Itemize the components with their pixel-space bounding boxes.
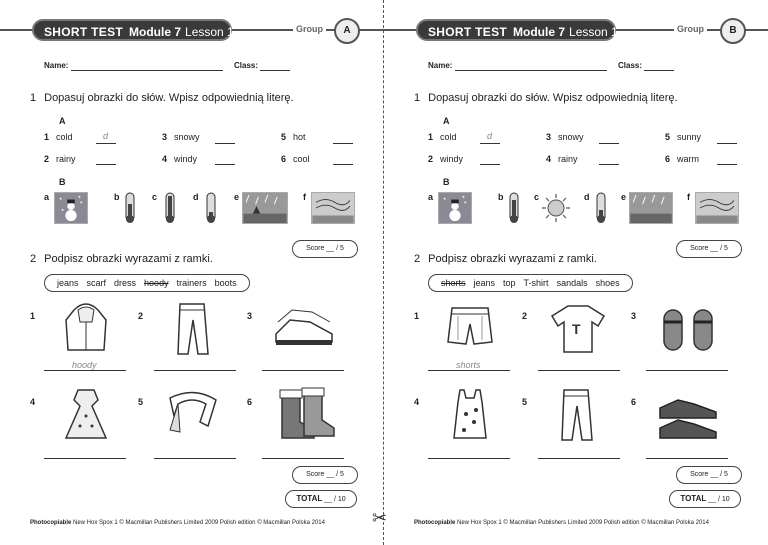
banner-lesson: Lesson 1 <box>185 25 234 39</box>
question-1-title <box>414 92 678 104</box>
example-answer: d <box>103 131 109 141</box>
word-number: 3 <box>546 132 552 142</box>
word-number: 6 <box>665 154 671 164</box>
box-word: trainers <box>176 278 207 288</box>
section-a-label: A <box>59 116 66 126</box>
word-item <box>546 132 584 142</box>
word-number: 6 <box>281 154 287 164</box>
answer-blank[interactable] <box>480 164 500 165</box>
answer-line[interactable] <box>428 370 510 371</box>
word-text: cold <box>56 132 73 142</box>
tshirt-icon <box>544 300 612 358</box>
box-word: T-shirt <box>523 278 549 288</box>
word-number: 4 <box>546 154 552 164</box>
section-b-label: B <box>443 177 450 187</box>
answer-blank[interactable] <box>599 143 619 144</box>
scissors-icon: ✂ <box>372 508 388 528</box>
answer-line[interactable] <box>262 458 344 459</box>
word-number: 1 <box>44 132 50 142</box>
footer-copyright <box>30 520 325 526</box>
dress-icon <box>52 386 120 444</box>
answer-line[interactable] <box>428 458 510 459</box>
thermometer-icon <box>593 192 609 224</box>
question-2-title <box>414 253 597 265</box>
answer-blank[interactable] <box>215 164 235 165</box>
group-label: Group <box>674 24 707 34</box>
word-number: 1 <box>428 132 434 142</box>
name-label: Name: <box>44 61 69 70</box>
word-item <box>665 154 699 164</box>
name-label: Name: <box>428 61 453 70</box>
group-label: Group <box>293 24 326 34</box>
word-box <box>428 274 633 292</box>
worksheet-group-b <box>384 0 768 545</box>
answer-blank[interactable] <box>717 143 737 144</box>
question-2-title <box>30 253 213 265</box>
picture-letter: f <box>687 192 690 202</box>
item-number: 5 <box>522 397 528 407</box>
total-value: __ / 10 <box>324 496 346 503</box>
word-item <box>428 132 457 142</box>
question-instruction: Dopasuj obrazki do słów. Wpisz odpowiednią literę. <box>44 92 294 104</box>
picture-letter: b <box>114 192 120 202</box>
item-number: 2 <box>522 311 528 321</box>
answer-blank[interactable] <box>480 143 500 144</box>
score-box: Score __ / 5 <box>676 240 742 258</box>
picture-letter: f <box>303 192 306 202</box>
scarf-icon <box>160 386 228 444</box>
group-badge: B <box>720 18 746 44</box>
word-item <box>281 132 306 142</box>
picture-letter: c <box>152 192 158 202</box>
box-word: boots <box>214 278 237 288</box>
section-a-label: A <box>443 116 450 126</box>
class-label: Class: <box>234 61 259 70</box>
answer-line[interactable] <box>44 458 126 459</box>
thermometer-icon <box>506 192 522 224</box>
box-word: scarf <box>86 278 107 288</box>
question-number: 2 <box>30 253 37 265</box>
example-answer: shorts <box>456 360 481 370</box>
word-text: rainy <box>558 154 578 164</box>
answer-line[interactable] <box>538 370 620 371</box>
word-item <box>162 154 197 164</box>
word-item <box>44 154 76 164</box>
question-instruction: Podpisz obrazki wyrazami z ramki. <box>44 253 213 265</box>
thermometer-icon <box>122 192 138 224</box>
box-word: dress <box>114 278 137 288</box>
class-field[interactable] <box>260 70 290 71</box>
total-box <box>285 490 357 508</box>
answer-line[interactable] <box>154 370 236 371</box>
top-icon <box>436 386 504 444</box>
answer-blank[interactable] <box>333 164 353 165</box>
footer-copyright <box>414 520 709 526</box>
item-number: 6 <box>631 397 637 407</box>
total-box <box>669 490 741 508</box>
banner-short-test: SHORT TEST <box>428 25 508 39</box>
item-number: 2 <box>138 311 144 321</box>
picture-letter: c <box>534 192 540 202</box>
word-text: cool <box>293 154 310 164</box>
shorts-icon <box>436 300 504 358</box>
test-banner <box>416 19 616 41</box>
name-field[interactable] <box>455 70 607 71</box>
word-item <box>546 154 578 164</box>
footer-text: New Hox Spox 1 © Macmillan Publishers Limited 2009 Polish edition © Macmillan Polska 2014 <box>73 520 325 526</box>
picture-letter: b <box>498 192 504 202</box>
total-label: TOTAL <box>680 494 707 503</box>
snowman-icon <box>438 192 472 224</box>
word-number: 3 <box>162 132 168 142</box>
answer-blank[interactable] <box>333 143 353 144</box>
word-text: snowy <box>174 132 200 142</box>
wind-icon <box>311 192 355 224</box>
picture-letter: e <box>621 192 627 202</box>
class-label: Class: <box>618 61 643 70</box>
thermometer-icon <box>162 192 178 224</box>
thermometer-icon <box>203 192 219 224</box>
test-banner <box>32 19 232 41</box>
score-box: Score __ / 5 <box>292 240 358 258</box>
item-number: 1 <box>414 311 420 321</box>
name-field[interactable] <box>71 70 223 71</box>
word-text: cold <box>440 132 457 142</box>
box-word: top <box>503 278 516 288</box>
answer-line[interactable] <box>262 370 344 371</box>
item-number: 3 <box>631 311 637 321</box>
box-word-used: shorts <box>441 278 466 288</box>
answer-blank[interactable] <box>96 143 116 144</box>
box-word: jeans <box>57 278 79 288</box>
word-box <box>44 274 250 292</box>
answer-line[interactable] <box>154 458 236 459</box>
answer-blank[interactable] <box>96 164 116 165</box>
word-text: windy <box>440 154 464 164</box>
sandals-icon <box>654 300 722 358</box>
question-instruction: Podpisz obrazki wyrazami z ramki. <box>428 253 597 265</box>
hoody-icon <box>52 300 120 358</box>
word-item <box>428 154 463 164</box>
question-number: 1 <box>414 92 421 104</box>
footer-photocopiable: Photocopiable <box>414 520 456 526</box>
group-badge: A <box>334 18 360 44</box>
word-number: 5 <box>665 132 671 142</box>
word-item <box>162 132 200 142</box>
wind-icon <box>695 192 739 224</box>
word-text: warm <box>677 154 699 164</box>
question-instruction: Dopasuj obrazki do słów. Wpisz odpowiednią literę. <box>428 92 678 104</box>
banner-short-test: SHORT TEST <box>44 25 124 39</box>
snowman-icon <box>54 192 88 224</box>
sun-icon <box>540 192 572 224</box>
class-field[interactable] <box>644 70 674 71</box>
answer-blank[interactable] <box>717 164 737 165</box>
shoes-icon <box>654 386 722 444</box>
item-number: 1 <box>30 311 36 321</box>
word-item <box>665 132 701 142</box>
word-number: 2 <box>428 154 434 164</box>
example-answer: d <box>487 131 493 141</box>
word-text: rainy <box>56 154 76 164</box>
answer-line[interactable] <box>538 458 620 459</box>
score-box: Score __ / 5 <box>292 466 358 484</box>
word-item <box>281 154 310 164</box>
rain-icon <box>242 192 288 224</box>
banner-lesson: Lesson 1 <box>569 25 618 39</box>
footer-text: New Hox Spox 1 © Macmillan Publishers Limited 2009 Polish edition © Macmillan Polska 2014 <box>457 520 709 526</box>
item-number: 6 <box>247 397 253 407</box>
box-word-used: hoody <box>144 278 169 288</box>
jeans-icon <box>544 386 612 444</box>
picture-letter: e <box>234 192 240 202</box>
question-1-title <box>30 92 294 104</box>
question-number: 1 <box>30 92 37 104</box>
example-answer: hoody <box>72 360 97 370</box>
picture-letter: a <box>428 192 434 202</box>
picture-letter: d <box>193 192 199 202</box>
svg-text:T: T <box>572 321 581 337</box>
question-number: 2 <box>414 253 421 265</box>
total-label: TOTAL <box>296 494 323 503</box>
item-number: 4 <box>30 397 36 407</box>
box-word: shoes <box>595 278 620 288</box>
score-box: Score __ / 5 <box>676 466 742 484</box>
answer-blank[interactable] <box>215 143 235 144</box>
trainers-icon <box>270 300 338 358</box>
word-number: 4 <box>162 154 168 164</box>
rain-icon <box>629 192 673 224</box>
word-item <box>44 132 73 142</box>
word-text: sunny <box>677 132 702 142</box>
word-text: snowy <box>558 132 584 142</box>
word-number: 2 <box>44 154 50 164</box>
word-number: 5 <box>281 132 287 142</box>
total-value: __ / 10 <box>708 496 730 503</box>
box-word: jeans <box>473 278 496 288</box>
answer-line[interactable] <box>646 370 728 371</box>
item-number: 5 <box>138 397 144 407</box>
picture-letter: d <box>584 192 590 202</box>
banner-module: Module 7 <box>129 25 182 39</box>
boots-icon <box>270 386 338 444</box>
word-text: windy <box>174 154 198 164</box>
footer-photocopiable: Photocopiable <box>30 520 72 526</box>
item-number: 4 <box>414 397 420 407</box>
answer-blank[interactable] <box>599 164 619 165</box>
item-number: 3 <box>247 311 253 321</box>
banner-module: Module 7 <box>513 25 566 39</box>
box-word: sandals <box>556 278 588 288</box>
jeans-icon <box>160 300 228 358</box>
answer-line[interactable] <box>44 370 126 371</box>
section-b-label: B <box>59 177 66 187</box>
answer-line[interactable] <box>646 458 728 459</box>
picture-letter: a <box>44 192 50 202</box>
word-text: hot <box>293 132 306 142</box>
